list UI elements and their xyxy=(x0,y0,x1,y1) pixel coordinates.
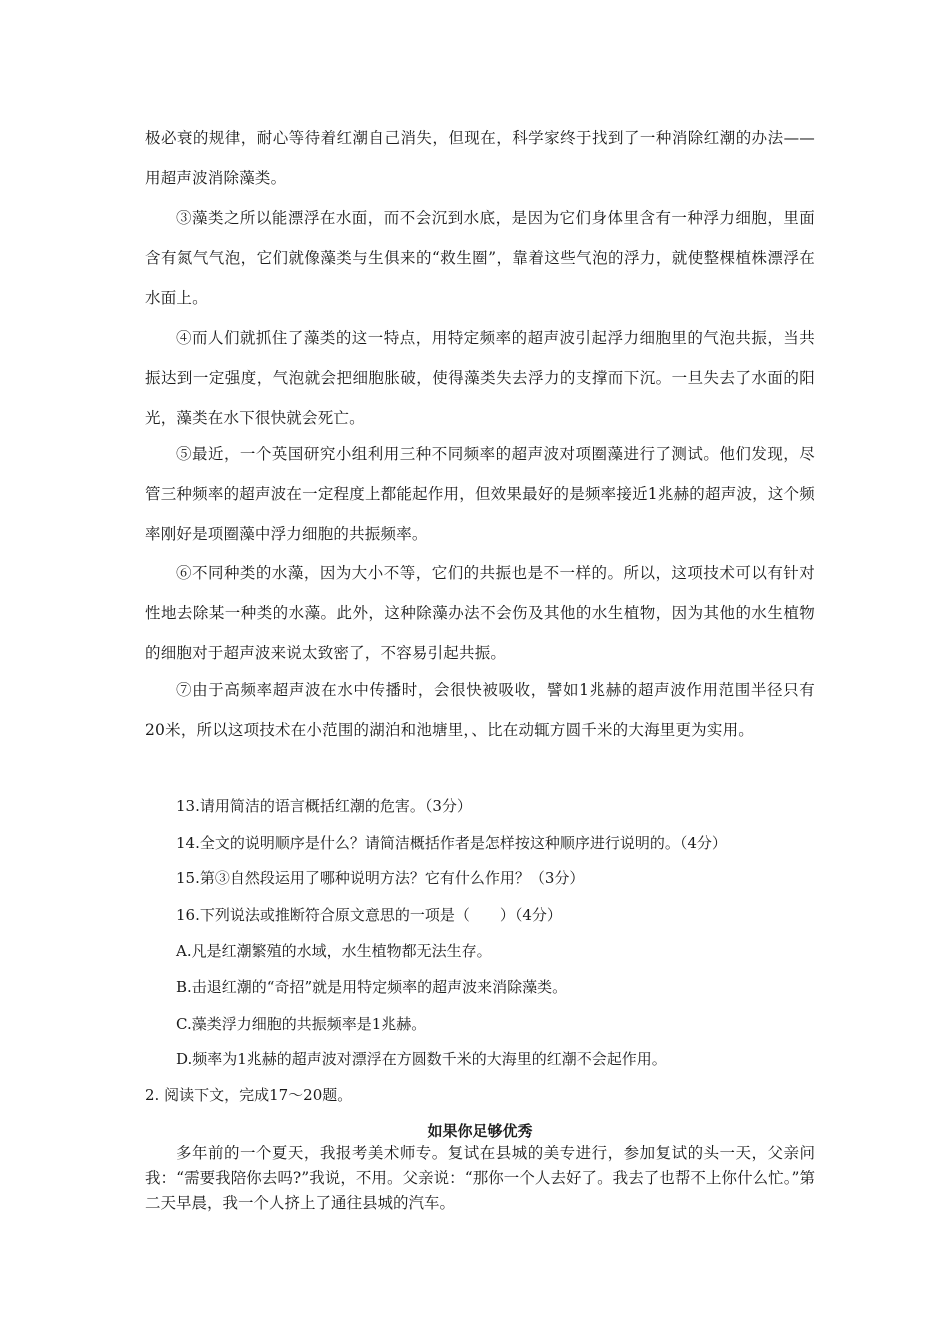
paragraph-3: ③藻类之所以能漂浮在水面，而不会沉到水底，是因为它们身体里含有一种浮力细胞，里面含有氮气气泡，它们就像藻类与生俱来的“救生圈”，靠着这些气泡的浮力，就使整棵植株漂浮在水面上。 xyxy=(145,209,815,307)
option-d: D.频率为1兆赫的超声波对漂浮在方圆数千米的大海里的红潮不会起作用。 xyxy=(176,1050,667,1068)
question-16: 16.下列说法或推断符合原文意思的一项是（ ）（4分） xyxy=(176,906,562,924)
section-2-heading: 2. 阅读下文，完成17～20题。 xyxy=(145,1086,353,1104)
question-13: 13.请用简洁的语言概括红潮的危害。（3分） xyxy=(176,797,472,815)
option-b: B.击退红潮的“奇招”就是用特定频率的超声波来消除藻类。 xyxy=(176,978,568,996)
paragraph-continued: 极必衰的规律，耐心等待着红潮自己消失，但现在，科学家终于找到了一种消除红潮的办法——用超声波消除藻类。 xyxy=(145,129,815,187)
question-14: 14.全文的说明顺序是什么？请简洁概括作者是怎样按这种顺序进行说明的。（4分） xyxy=(176,834,727,852)
story-title: 如果你足够优秀 xyxy=(427,1122,533,1140)
option-a: A.凡是红潮繁殖的水域，水生植物都无法生存。 xyxy=(176,942,492,960)
paragraph-7: ⑦由于高频率超声波在水中传播时，会很快被吸收，譬如1兆赫的超声波作用范围半径只有20米，所以这项技术在小范围的湖泊和池塘里，、比在动辄方圆千米的大海里更为实用。 xyxy=(145,681,815,739)
story-paragraph-1: 多年前的一个夏天，我报考美术师专。复试在县城的美专进行，参加复试的头一天，父亲问我：“需要我陪你去吗?”我说，不用。父亲说：“那你一个人去好了。我去了也帮不上你什么忙。”第二天早晨，我一个人挤上了通往县城的汽车。 xyxy=(145,1144,815,1212)
paragraph-4: ④而人们就抓住了藻类的这一特点，用特定频率的超声波引起浮力细胞里的气泡共振，当共振达到一定强度，气泡就会把细胞胀破，使得藻类失去浮力的支撑而下沉。一旦失去了水面的阳光，藻类在水下很快就会死亡。 xyxy=(145,329,815,427)
paragraph-6: ⑥不同种类的水藻，因为大小不等，它们的共振也是不一样的。所以，这项技术可以有针对性地去除某一种类的水藻。此外，这种除藻办法不会伤及其他的水生植物，因为其他的水生植物的细胞对于超声波来说太致密了，不容易引起共振。 xyxy=(145,564,815,662)
question-15: 15.第③自然段运用了哪种说明方法？它有什么作用？（3分） xyxy=(176,869,585,887)
option-c: C.藻类浮力细胞的共振频率是1兆赫。 xyxy=(176,1015,427,1033)
paragraph-5: ⑤最近，一个英国研究小组利用三种不同频率的超声波对项圈藻进行了测试。他们发现，尽管三种频率的超声波在一定程度上都能起作用，但效果最好的是频率接近1兆赫的超声波，这个频率刚好是项圈藻中浮力细胞的共振频率。 xyxy=(145,445,815,543)
